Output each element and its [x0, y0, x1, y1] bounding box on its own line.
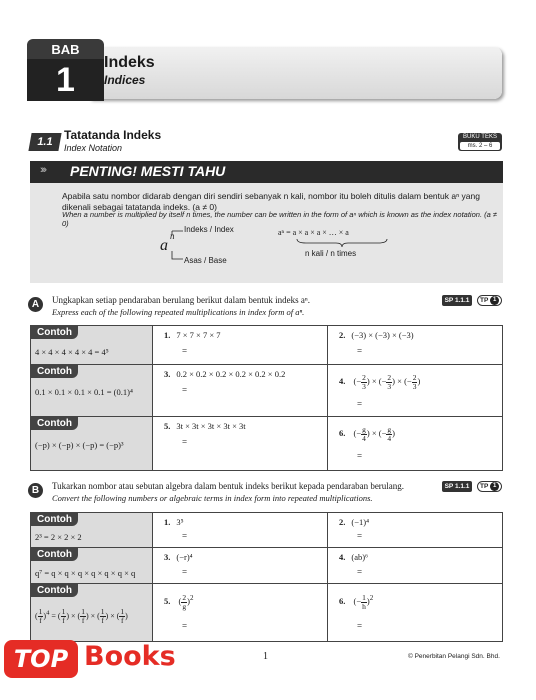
formula-brace	[296, 238, 388, 248]
question-expr: ( $\frac{2}{g}$ )$^2$	[178, 593, 194, 611]
question-expr: (ab)⁶	[351, 552, 369, 562]
table-row	[31, 547, 502, 583]
index-formula: aⁿ = a × a × a × … × a	[278, 228, 349, 237]
section-subtitle: Index Notation	[64, 143, 123, 153]
index-label: Indeks / Index	[184, 225, 234, 234]
equals-sign: =	[357, 531, 363, 541]
question-number: 1.	[164, 330, 171, 340]
question-expr: (−1)⁴	[351, 517, 370, 527]
question-expr: (−r)⁴	[176, 552, 193, 562]
section-number: 1.1	[28, 133, 61, 151]
penting-text-ms: Apabila satu nombor didarab dengan diri sendiri sebanyak n kali, nombor itu boleh ditulis dalam bentuk aⁿ yang dikenali sebagai tatatanda indeks. (a ≠ 0)	[62, 191, 480, 212]
exercise-b-badge: B	[28, 483, 43, 498]
exercise-a-table	[30, 325, 503, 471]
table-row	[31, 583, 502, 641]
question-number: 5.	[164, 421, 171, 431]
exercise-a-instruction-ms: Ungkapkan setiap pendaraban berulang berikut dalam bentuk indeks aⁿ.	[52, 295, 310, 305]
base-label: Asas / Base	[184, 256, 227, 265]
question-number: 3.	[164, 369, 171, 379]
chapter-subtitle: Indices	[104, 73, 146, 87]
equals-sign: =	[357, 621, 363, 631]
answer-cell-5[interactable]	[153, 584, 328, 641]
exercise-b-tp-badge	[477, 481, 502, 492]
watermark-logo-books: Books	[84, 641, 176, 672]
penting-heading: PENTING! MESTI TAHU	[70, 163, 226, 179]
exercise-b-sp-badge: SP 1.1.1	[442, 481, 472, 492]
exercise-a-tp-badge	[477, 295, 502, 306]
answer-cell-4[interactable]	[328, 365, 502, 416]
exercise-a-badge: A	[28, 297, 43, 312]
question-number: 4.	[339, 376, 346, 387]
example-text: 2³ = 2 × 2 × 2	[35, 532, 82, 542]
contoh-label: Contoh	[31, 326, 78, 339]
contoh-label: Contoh	[31, 584, 78, 597]
tp-label: TP	[480, 297, 489, 304]
equals-sign: =	[182, 385, 188, 395]
equals-sign: =	[182, 531, 188, 541]
section-title: Tatatanda Indeks	[64, 128, 162, 142]
table-row	[31, 513, 502, 547]
equals-sign: =	[357, 399, 363, 409]
table-row	[31, 326, 502, 364]
equals-sign: =	[357, 451, 363, 461]
chapter-title: Indeks	[104, 54, 155, 71]
index-base-symbol: a	[160, 237, 168, 254]
answer-cell-3[interactable]	[153, 365, 328, 416]
index-exponent-symbol: n	[170, 231, 175, 241]
chapter-tab: BAB	[27, 39, 104, 59]
answer-cell-1[interactable]	[153, 326, 328, 364]
page-number: 1	[263, 651, 268, 662]
equals-sign: =	[182, 621, 188, 631]
answer-cell-6[interactable]	[328, 584, 502, 641]
tp-level: 1	[490, 296, 499, 305]
textbook-label: BUKU TEKS	[463, 134, 497, 140]
table-row	[31, 416, 502, 470]
question-expr: (−3) × (−3) × (−3)	[351, 330, 414, 340]
chapter-number: 1	[27, 59, 104, 101]
contoh-label: Contoh	[31, 548, 78, 561]
question-number: 2.	[339, 330, 346, 340]
exercise-b-instruction-en: Convert the following numbers or algebraic terms in index form into repeated multiplications.	[52, 493, 373, 503]
example-text: (−p) × (−p) × (−p) = (−p)³	[35, 440, 124, 450]
table-row	[31, 364, 502, 416]
watermark-logo-top: TOP	[4, 640, 78, 678]
answer-cell-5[interactable]	[153, 417, 328, 470]
example-cell	[31, 417, 153, 470]
contoh-label: Contoh	[31, 365, 78, 378]
answer-cell-2[interactable]	[328, 326, 502, 364]
equals-sign: =	[357, 346, 363, 356]
equals-sign: =	[357, 567, 363, 577]
question-number: 5.	[164, 596, 171, 607]
exercise-b-table	[30, 512, 503, 642]
contoh-label: Contoh	[31, 513, 78, 526]
chevrons-icon: ›››	[40, 164, 45, 176]
question-expr: 3t × 3t × 3t × 3t × 3t	[176, 421, 246, 431]
equals-sign: =	[182, 346, 188, 356]
example-cell	[31, 326, 153, 364]
question-expr: (− $\frac{g}{4}$ ) × (− $\frac{g}{4}$ )	[353, 425, 396, 443]
question-expr: 3⁵	[176, 517, 184, 527]
question-number: 6.	[339, 596, 346, 607]
equals-sign: =	[182, 437, 188, 447]
example-cell	[31, 548, 153, 583]
textbook-pages: ms. 2 – 6	[460, 142, 500, 150]
example-text: q⁷ = q × q × q × q × q × q × q	[35, 568, 136, 578]
question-expr: (− $\frac{1}{h}$ )$^2$	[353, 593, 374, 611]
question-expr: 7 × 7 × 7 × 7	[176, 330, 221, 340]
example-cell	[31, 513, 153, 547]
example-text: 4 × 4 × 4 × 4 × 4 = 4⁵	[35, 347, 109, 357]
penting-text-en: When a number is multiplied by itself n times, the number can be written in the form of aⁿ which is known as the index notation. (a ≠ 0)	[62, 210, 497, 228]
example-text: 0.1 × 0.1 × 0.1 × 0.1 = (0.1)⁴	[35, 387, 133, 397]
exercise-a-sp-badge: SP 1.1.1	[442, 295, 472, 306]
answer-cell-4[interactable]	[328, 548, 502, 583]
answer-cell-3[interactable]	[153, 548, 328, 583]
contoh-label: Contoh	[31, 417, 78, 430]
question-expr: (− $\frac{2}{3}$ ) × (− $\frac{2}{3}$ ) × (− $\frac{2}{3}$ )	[353, 373, 421, 391]
answer-cell-6[interactable]	[328, 417, 502, 470]
example-text: ( $\frac{1}{f}$ )$^4$ = ( $\frac{1}{f}$ ) × ( $\frac{1}{f}$ ) × ( $\frac{1}{f}$ ) × ( $\frac{1}{f}$ )	[35, 607, 128, 625]
example-cell	[31, 365, 153, 416]
formula-note: n kali / n times	[305, 249, 357, 258]
exercise-a-instruction-en: Express each of the following repeated multiplications in index form of aⁿ.	[52, 307, 305, 317]
equals-sign: =	[182, 567, 188, 577]
answer-cell-2[interactable]	[328, 513, 502, 547]
question-expr: 0.2 × 0.2 × 0.2 × 0.2 × 0.2 × 0.2	[176, 369, 286, 379]
question-number: 1.	[164, 517, 171, 527]
question-number: 6.	[339, 428, 346, 439]
tp-level: 1	[490, 482, 499, 491]
publisher-credit: © Penerbitan Pelangi Sdn. Bhd.	[408, 653, 500, 660]
textbook-reference-badge	[458, 133, 502, 151]
question-number: 3.	[164, 552, 171, 562]
tp-label: TP	[480, 483, 489, 490]
question-number: 4.	[339, 552, 346, 562]
answer-cell-1[interactable]	[153, 513, 328, 547]
example-cell	[31, 584, 153, 641]
exercise-b-instruction-ms: Tukarkan nombor atau sebutan algebra dalam bentuk indeks berikut kepada pendaraban berulang.	[52, 481, 405, 491]
question-number: 2.	[339, 517, 346, 527]
